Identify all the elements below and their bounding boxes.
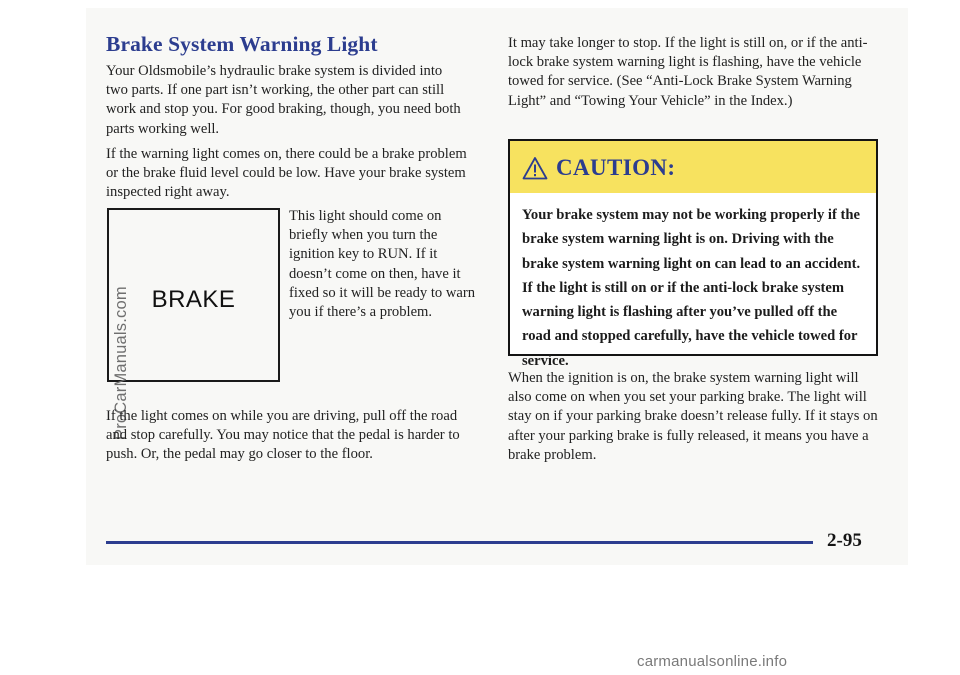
page-number: 2-95	[827, 530, 862, 551]
caution-text: Your brake system may not be working properly if the brake system warning light is on. Driving with the brake system warning light on can lead to an accident. If the light is still on or if the anti-lock brake system warning light is flashing after you’ve pulled off the road and stopped carefully, have the vehicle towed for service.	[522, 207, 861, 369]
caution-banner	[510, 141, 876, 193]
driving-paragraph: If the light comes on while you are driving, pull off the road and stop carefully. You may notice that the pedal is harder to push. Or, the pedal may go closer to the floor.	[106, 408, 460, 463]
parking-brake-paragraph: When the ignition is on, the brake system warning light will also come on when you set your parking brake. The light will stay on if your parking brake doesn’t release fully. If it stays on after your parking brake is fully released, it means you have a brake problem.	[508, 370, 878, 463]
side-watermark: ProCarManuals.com	[112, 286, 130, 440]
brake-indicator-illustration	[107, 208, 280, 382]
indicator-description: This light should come on briefly when you turn the ignition key to RUN. If it doesn’t come on then, have it fixed so it will be ready to warn you if there’s a problem.	[289, 208, 476, 321]
stopping-paragraph: It may take longer to stop. If the light is still on, or if the anti-lock brake system warning light is flashing, have the vehicle towed for service. (See “Anti-Lock Brake System Warning Light” and “Towing Your Vehicle” in the Index.)	[508, 35, 868, 109]
section-heading: Brake System Warning Light	[106, 32, 378, 56]
footer-rule	[106, 541, 813, 544]
warning-triangle-icon	[522, 156, 548, 180]
footer-credit: carmanualsonline.info	[637, 653, 788, 670]
caution-box	[508, 139, 878, 369]
brake-indicator-label: BRAKE	[151, 286, 236, 313]
warning-paragraph: If the warning light comes on, there could be a brake problem or the brake fluid level could be low. Have your brake system inspected right away.	[106, 146, 467, 201]
intro-paragraph: Your Oldsmobile’s hydraulic brake system is divided into two parts. If one part isn’t working, the other part can still work and stop you. For good braking, though, you need both parts working well.	[106, 63, 461, 137]
caution-title: CAUTION:	[556, 155, 676, 180]
